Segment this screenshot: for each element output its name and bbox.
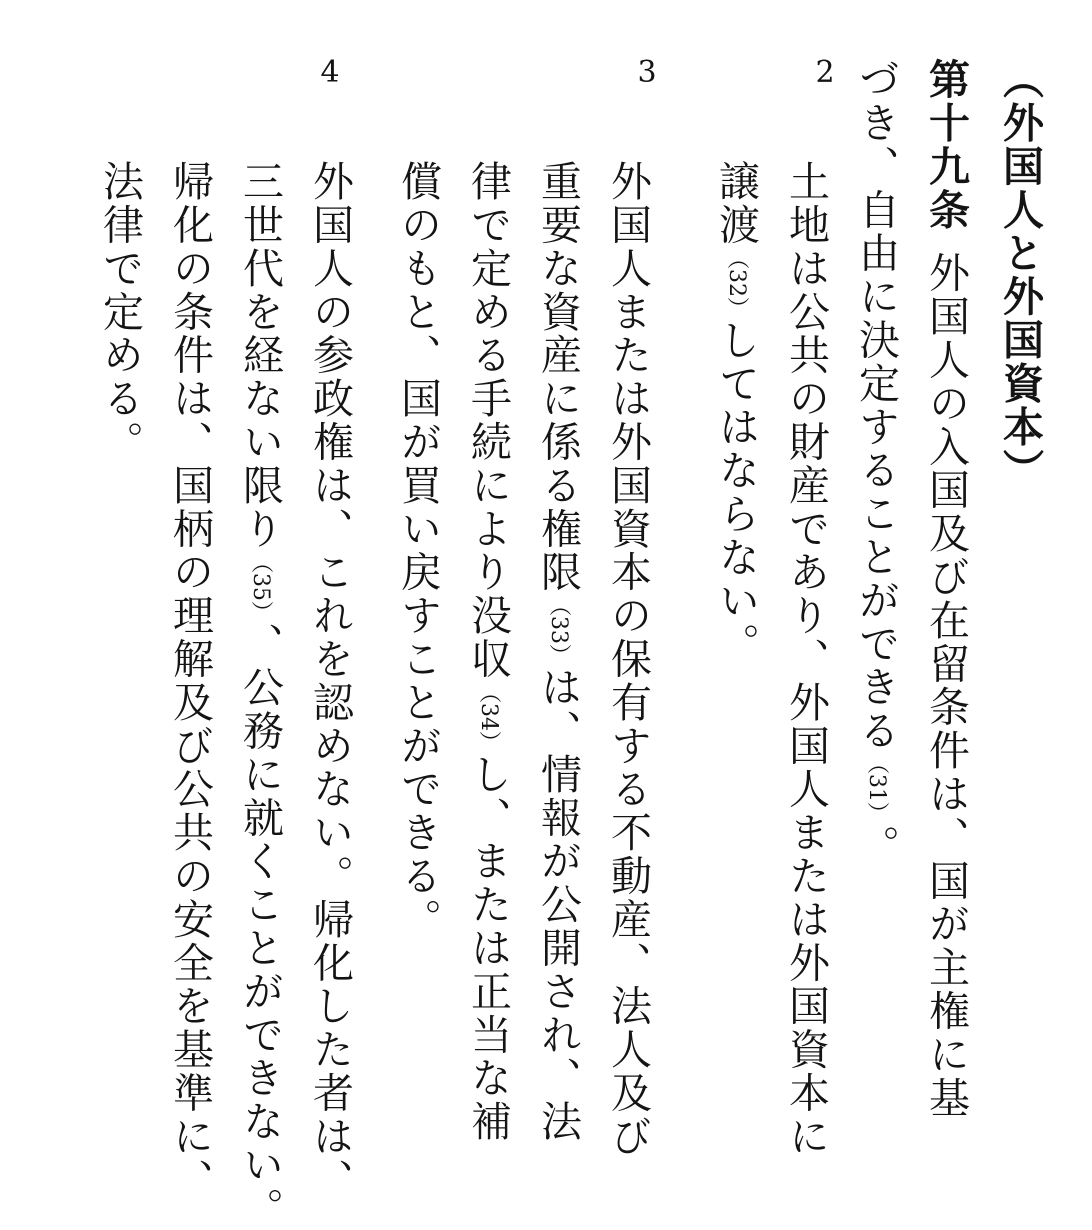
- footnote-ref-34: （34）: [476, 680, 501, 753]
- footnote-ref-35: （35）: [248, 550, 273, 623]
- paragraph-2-line-2: [712, 160, 760, 667]
- paragraph-2-number: 2: [815, 55, 835, 90]
- paragraph-3-line-2-text: 重要な資産に係る権限: [534, 160, 582, 594]
- footnote-ref-32: （32）: [724, 246, 749, 319]
- paragraph-3-line-4: 償のもと、国が買い戻すことができる。: [394, 160, 442, 942]
- paragraph-1-line-2: [852, 58, 900, 868]
- paragraph-1-line-2-text: づき、自由に決定することができる: [852, 58, 900, 753]
- section-heading: （外国人と外国資本）: [996, 58, 1044, 492]
- paragraph-1-line-2-end: 。: [852, 824, 900, 868]
- paragraph-3-line-2: [534, 160, 582, 1144]
- paragraph-4-line-2: [236, 160, 284, 1230]
- paragraph-4-number: 4: [320, 55, 340, 90]
- paragraph-1-line-1: 外国人の入国及び在留条件は、国が主権に基: [922, 251, 970, 1120]
- footnote-ref-33: （33）: [546, 594, 571, 666]
- paragraph-3-number: 3: [637, 55, 657, 90]
- paragraph-4-line-4: 法律で定める。: [96, 160, 144, 464]
- paragraph-2-line-2-end: してはならない。: [712, 318, 760, 667]
- article-title: 第十九条: [922, 58, 970, 232]
- paragraph-3-line-1: 外国人または外国資本の保有する不動産、法人及び: [604, 160, 652, 1159]
- paragraph-4-line-3: 帰化の条件は、国柄の理解及び公共の安全を基準に、: [166, 160, 214, 1202]
- paragraph-2-line-2-text: 譲渡: [712, 160, 760, 247]
- footnote-ref-31: （31）: [864, 752, 889, 825]
- paragraph-4-line-2-text: 三世代を経ない限り: [236, 160, 284, 551]
- article-line-1: [922, 58, 970, 1120]
- paragraph-2-line-1: 土地は公共の財産であり、外国人または外国資本に: [782, 160, 830, 1159]
- paragraph-4-line-1: 外国人の参政権は、これを認めない。帰化した者は、: [306, 160, 354, 1202]
- paragraph-3-line-3: [464, 160, 512, 1144]
- paragraph-3-line-3-text: 律で定める手続により没収: [464, 160, 512, 681]
- paragraph-3-line-3-end: し、または正当な補: [464, 752, 512, 1144]
- paragraph-3-line-2-end: は、情報が公開され、法: [534, 666, 582, 1144]
- paragraph-4-line-2-end: 、公務に就くことができない。: [236, 622, 284, 1230]
